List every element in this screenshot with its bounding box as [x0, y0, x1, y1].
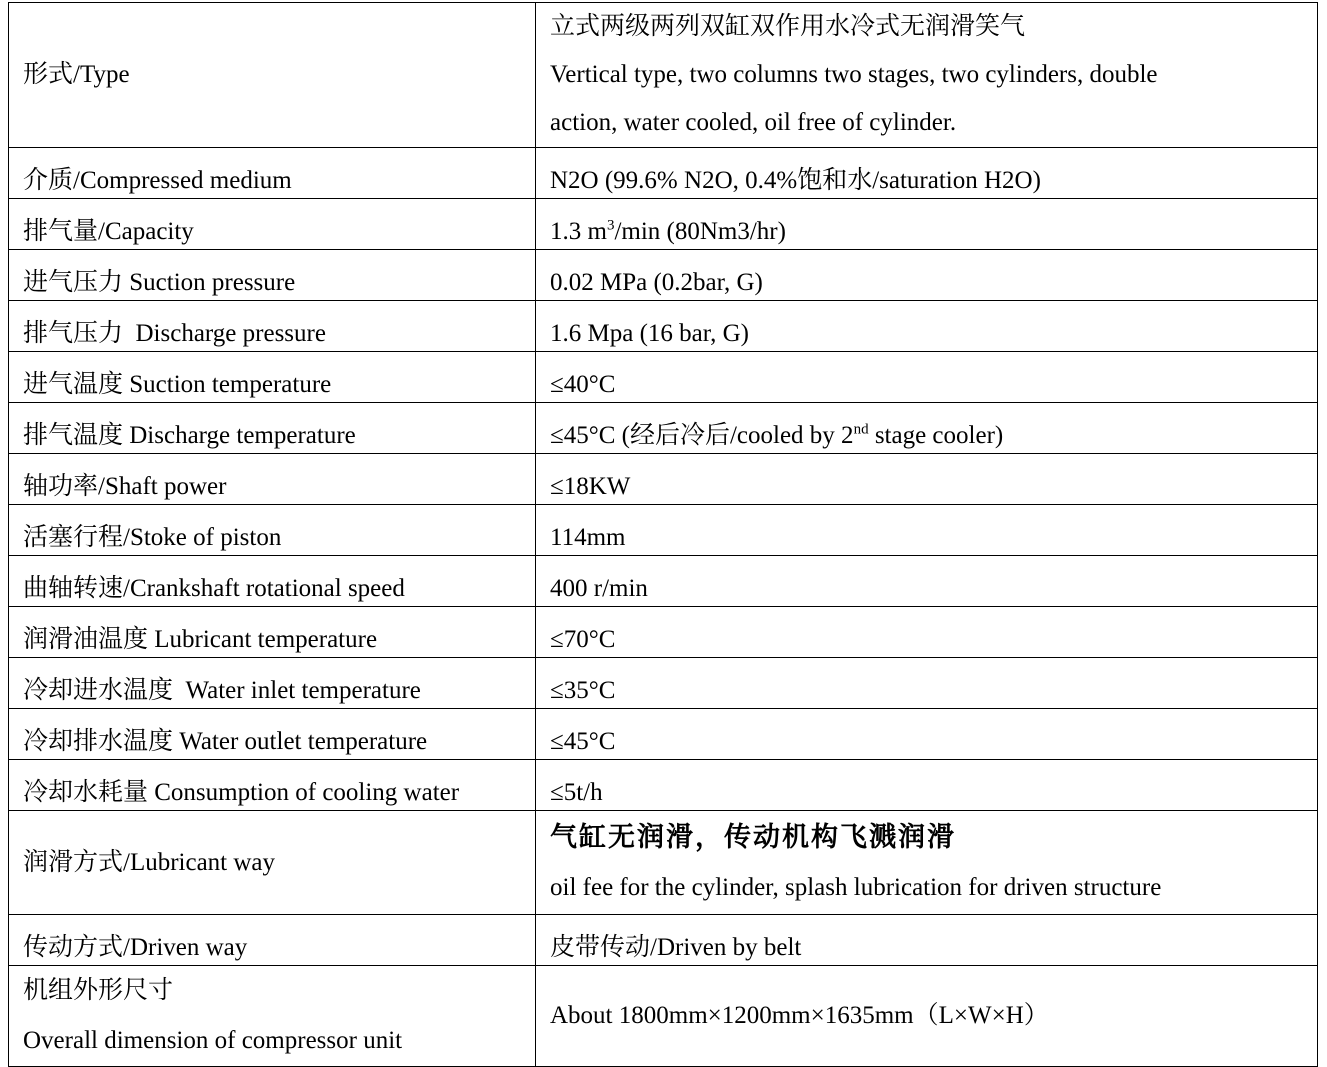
row-label: 排气量/Capacity — [9, 199, 536, 250]
value-line-en: oil fee for the cylinder, splash lubrication for driven structure — [550, 873, 1162, 901]
value-line-en-1: Vertical type, two columns two stages, two cylinders, double — [550, 61, 1158, 88]
row-label — [9, 966, 536, 1067]
table-row-medium — [9, 148, 1318, 199]
table-row-water-inlet-temperature — [9, 658, 1318, 709]
row-label: 形式/Type — [9, 3, 536, 148]
row-label: 介质/Compressed medium — [9, 148, 536, 199]
row-label: 润滑油温度 Lubricant temperature — [9, 607, 536, 658]
table-row-discharge-temperature — [9, 403, 1318, 454]
table-row-suction-pressure — [9, 250, 1318, 301]
row-value: ≤35°C — [536, 658, 1318, 709]
row-value — [536, 403, 1318, 454]
value-superscript: 3 — [606, 217, 615, 234]
table-row-lubricant-temperature — [9, 607, 1318, 658]
row-value: 皮带传动/Driven by belt — [536, 915, 1318, 966]
row-label: 排气温度 Discharge temperature — [9, 403, 536, 454]
table-row-type — [9, 3, 1318, 148]
row-label: 冷却进水温度 Water inlet temperature — [9, 658, 536, 709]
table-row-piston-stroke — [9, 505, 1318, 556]
row-value: ≤18KW — [536, 454, 1318, 505]
row-label: 曲轴转速/Crankshaft rotational speed — [9, 556, 536, 607]
value-text: ≤45°C (经后冷后/cooled by 2 — [550, 422, 854, 449]
value-text: stage cooler) — [868, 422, 1004, 449]
row-label: 冷却水耗量 Consumption of cooling water — [9, 760, 536, 811]
value-superscript: nd — [853, 421, 869, 438]
row-value: 1.6 Mpa (16 bar, G) — [536, 301, 1318, 352]
table-row-discharge-pressure — [9, 301, 1318, 352]
table-row-crankshaft-speed — [9, 556, 1318, 607]
row-value: ≤70°C — [536, 607, 1318, 658]
value-line-cn: 立式两级两列双缸双作用水冷式无润滑笑气 — [550, 13, 1026, 40]
table-row-water-outlet-temperature — [9, 709, 1318, 760]
row-label: 轴功率/Shaft power — [9, 454, 536, 505]
table-row-cooling-water-consumption — [9, 760, 1318, 811]
row-label: 排气压力 Discharge pressure — [9, 301, 536, 352]
value-text: 1.3 m — [550, 218, 607, 245]
label-line-cn: 机组外形尺寸 — [23, 977, 174, 1004]
row-value: 400 r/min — [536, 556, 1318, 607]
row-value: 114mm — [536, 505, 1318, 556]
spec-table — [8, 2, 1318, 1067]
value-text: /min (80Nm3/hr) — [614, 218, 786, 245]
row-value — [536, 3, 1318, 148]
row-label: 进气温度 Suction temperature — [9, 352, 536, 403]
table-row-driven-way — [9, 915, 1318, 966]
row-label: 冷却排水温度 Water outlet temperature — [9, 709, 536, 760]
table-row-shaft-power — [9, 454, 1318, 505]
row-label: 进气压力 Suction pressure — [9, 250, 536, 301]
label-line-en: Overall dimension of compressor unit — [23, 1027, 403, 1054]
row-value: ≤5t/h — [536, 760, 1318, 811]
value-line-en-2: action, water cooled, oil free of cylinder. — [550, 109, 957, 136]
value-line-cn: 气缸无润滑，传动机构飞溅润滑 — [550, 821, 956, 853]
row-value: About 1800mm×1200mm×1635mm（L×W×H） — [536, 966, 1318, 1067]
row-value: N2O (99.6% N2O, 0.4%饱和水/saturation H2O) — [536, 148, 1318, 199]
row-value: 0.02 MPa (0.2bar, G) — [536, 250, 1318, 301]
row-value — [536, 811, 1318, 915]
row-label: 传动方式/Driven way — [9, 915, 536, 966]
row-value — [536, 199, 1318, 250]
table-row-suction-temperature — [9, 352, 1318, 403]
row-label: 润滑方式/Lubricant way — [9, 811, 536, 915]
row-label: 活塞行程/Stoke of piston — [9, 505, 536, 556]
table-row-overall-dimension — [9, 966, 1318, 1067]
table-row-capacity — [9, 199, 1318, 250]
row-value: ≤40°C — [536, 352, 1318, 403]
table-row-lubricant-way — [9, 811, 1318, 915]
row-value: ≤45°C — [536, 709, 1318, 760]
